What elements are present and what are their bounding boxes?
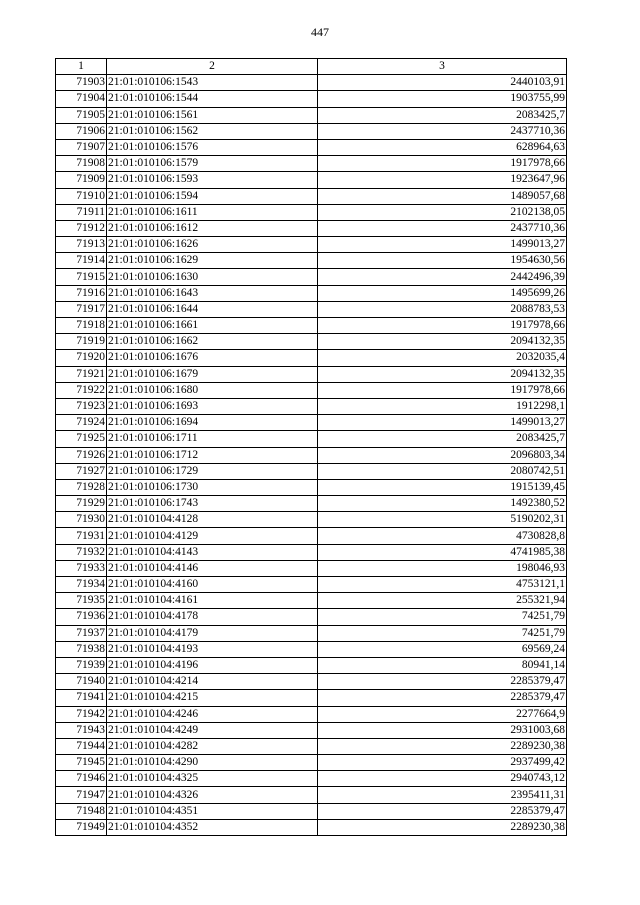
row-number-cell: 71915	[56, 269, 107, 285]
cadastral-number-cell: 21:01:010106:1712	[107, 447, 318, 463]
value-cell: 2083425,7	[318, 431, 567, 447]
page-number: 447	[311, 25, 329, 39]
value-cell: 74251,79	[318, 609, 567, 625]
cadastral-number-cell: 21:01:010106:1630	[107, 269, 318, 285]
row-number-cell: 71913	[56, 237, 107, 253]
row-number-cell: 71946	[56, 771, 107, 787]
table-row	[56, 803, 567, 819]
cadastral-number-cell: 21:01:010104:4326	[107, 787, 318, 803]
value-cell: 2102138,05	[318, 204, 567, 220]
row-number-cell: 71928	[56, 479, 107, 495]
cadastral-number-cell: 21:01:010106:1561	[107, 107, 318, 123]
row-number-cell: 71910	[56, 188, 107, 204]
row-number-cell: 71908	[56, 156, 107, 172]
table-row	[56, 479, 567, 495]
value-cell: 1917978,66	[318, 318, 567, 334]
cadastral-number-cell: 21:01:010104:4196	[107, 657, 318, 673]
cadastral-number-cell: 21:01:010106:1612	[107, 220, 318, 236]
row-number-cell: 71920	[56, 350, 107, 366]
table-row	[56, 301, 567, 317]
value-cell: 2277664,9	[318, 706, 567, 722]
row-number-cell: 71937	[56, 625, 107, 641]
table-row	[56, 787, 567, 803]
table-row	[56, 674, 567, 690]
value-cell: 5190202,31	[318, 512, 567, 528]
column-header-number: 1	[56, 59, 107, 75]
value-cell: 2289230,38	[318, 738, 567, 754]
column-header-cadastral: 2	[107, 59, 318, 75]
value-cell: 2285379,47	[318, 803, 567, 819]
cadastral-number-cell: 21:01:010106:1594	[107, 188, 318, 204]
value-cell: 2440103,91	[318, 75, 567, 91]
cadastral-number-cell: 21:01:010106:1743	[107, 496, 318, 512]
value-cell: 2931003,68	[318, 722, 567, 738]
table-row	[56, 512, 567, 528]
value-cell: 2285379,47	[318, 690, 567, 706]
value-cell: 2088783,53	[318, 301, 567, 317]
row-number-cell: 71916	[56, 285, 107, 301]
row-number-cell: 71909	[56, 172, 107, 188]
table-row	[56, 204, 567, 220]
table-row	[56, 139, 567, 155]
cadastral-number-cell: 21:01:010104:4249	[107, 722, 318, 738]
row-number-cell: 71938	[56, 641, 107, 657]
row-number-cell: 71949	[56, 819, 107, 835]
value-cell: 628964,63	[318, 139, 567, 155]
table-row	[56, 463, 567, 479]
row-number-cell: 71945	[56, 755, 107, 771]
value-cell: 2080742,51	[318, 463, 567, 479]
column-header-value: 3	[318, 59, 567, 75]
value-cell: 2940743,12	[318, 771, 567, 787]
table-row	[56, 91, 567, 107]
cadastral-number-cell: 21:01:010106:1680	[107, 382, 318, 398]
value-cell: 2289230,38	[318, 819, 567, 835]
value-cell: 4753121,1	[318, 577, 567, 593]
cadastral-number-cell: 21:01:010104:4352	[107, 819, 318, 835]
value-cell: 1917978,66	[318, 156, 567, 172]
cadastral-number-cell: 21:01:010104:4143	[107, 544, 318, 560]
table-row	[56, 447, 567, 463]
table-body	[56, 75, 567, 836]
table-row	[56, 819, 567, 835]
table-row	[56, 593, 567, 609]
table-row	[56, 237, 567, 253]
value-cell: 198046,93	[318, 560, 567, 576]
table-row	[56, 172, 567, 188]
row-number-cell: 71933	[56, 560, 107, 576]
cadastral-number-cell: 21:01:010106:1643	[107, 285, 318, 301]
value-cell: 2032035,4	[318, 350, 567, 366]
registry-table	[55, 58, 567, 836]
value-cell: 80941,14	[318, 657, 567, 673]
table-row	[56, 706, 567, 722]
cadastral-number-cell: 21:01:010106:1579	[107, 156, 318, 172]
row-number-cell: 71932	[56, 544, 107, 560]
value-cell: 1903755,99	[318, 91, 567, 107]
table-row	[56, 334, 567, 350]
cadastral-number-cell: 21:01:010106:1644	[107, 301, 318, 317]
cadastral-number-cell: 21:01:010104:4290	[107, 755, 318, 771]
value-cell: 1954630,56	[318, 253, 567, 269]
row-number-cell: 71939	[56, 657, 107, 673]
table-row	[56, 431, 567, 447]
table-row	[56, 188, 567, 204]
row-number-cell: 71922	[56, 382, 107, 398]
row-number-cell: 71941	[56, 690, 107, 706]
row-number-cell: 71927	[56, 463, 107, 479]
cadastral-number-cell: 21:01:010106:1576	[107, 139, 318, 155]
cadastral-number-cell: 21:01:010106:1629	[107, 253, 318, 269]
row-number-cell: 71934	[56, 577, 107, 593]
row-number-cell: 71911	[56, 204, 107, 220]
row-number-cell: 71924	[56, 415, 107, 431]
row-number-cell: 71923	[56, 398, 107, 414]
value-cell: 1923647,96	[318, 172, 567, 188]
cadastral-number-cell: 21:01:010106:1593	[107, 172, 318, 188]
cadastral-number-cell: 21:01:010104:4246	[107, 706, 318, 722]
table-row	[56, 577, 567, 593]
cadastral-number-cell: 21:01:010104:4129	[107, 528, 318, 544]
value-cell: 2937499,42	[318, 755, 567, 771]
value-cell: 2094132,35	[318, 334, 567, 350]
value-cell: 2395411,31	[318, 787, 567, 803]
table-row	[56, 657, 567, 673]
row-number-cell: 71942	[56, 706, 107, 722]
table-row	[56, 75, 567, 91]
table-row	[56, 398, 567, 414]
row-number-cell: 71925	[56, 431, 107, 447]
value-cell: 74251,79	[318, 625, 567, 641]
table-row	[56, 382, 567, 398]
row-number-cell: 71947	[56, 787, 107, 803]
cadastral-number-cell: 21:01:010106:1711	[107, 431, 318, 447]
cadastral-number-cell: 21:01:010106:1676	[107, 350, 318, 366]
row-number-cell: 71948	[56, 803, 107, 819]
row-number-cell: 71921	[56, 366, 107, 382]
table-row	[56, 755, 567, 771]
row-number-cell: 71929	[56, 496, 107, 512]
value-cell: 1499013,27	[318, 415, 567, 431]
row-number-cell: 71912	[56, 220, 107, 236]
table-row	[56, 415, 567, 431]
row-number-cell: 71943	[56, 722, 107, 738]
cadastral-number-cell: 21:01:010104:4160	[107, 577, 318, 593]
cadastral-number-cell: 21:01:010104:4282	[107, 738, 318, 754]
table-row	[56, 496, 567, 512]
row-number-cell: 71940	[56, 674, 107, 690]
table-row	[56, 771, 567, 787]
value-cell: 2437710,36	[318, 123, 567, 139]
row-number-cell: 71907	[56, 139, 107, 155]
row-number-cell: 71919	[56, 334, 107, 350]
table-row	[56, 528, 567, 544]
table-row	[56, 350, 567, 366]
row-number-cell: 71926	[56, 447, 107, 463]
table-row	[56, 738, 567, 754]
row-number-cell: 71936	[56, 609, 107, 625]
table-row	[56, 318, 567, 334]
cadastral-number-cell: 21:01:010106:1543	[107, 75, 318, 91]
value-cell: 2437710,36	[318, 220, 567, 236]
cadastral-number-cell: 21:01:010104:4214	[107, 674, 318, 690]
row-number-cell: 71917	[56, 301, 107, 317]
value-cell: 2442496,39	[318, 269, 567, 285]
row-number-cell: 71905	[56, 107, 107, 123]
cadastral-number-cell: 21:01:010106:1662	[107, 334, 318, 350]
row-number-cell: 71918	[56, 318, 107, 334]
row-number-cell: 71931	[56, 528, 107, 544]
table-row	[56, 107, 567, 123]
cadastral-number-cell: 21:01:010104:4146	[107, 560, 318, 576]
cadastral-number-cell: 21:01:010104:4128	[107, 512, 318, 528]
row-number-cell: 71903	[56, 75, 107, 91]
value-cell: 1917978,66	[318, 382, 567, 398]
header-row	[56, 59, 567, 75]
table-row	[56, 269, 567, 285]
value-cell: 4741985,38	[318, 544, 567, 560]
value-cell: 2096803,34	[318, 447, 567, 463]
row-number-cell: 71930	[56, 512, 107, 528]
table-row	[56, 641, 567, 657]
value-cell: 255321,94	[318, 593, 567, 609]
value-cell: 2094132,35	[318, 366, 567, 382]
table-row	[56, 156, 567, 172]
cadastral-number-cell: 21:01:010104:4178	[107, 609, 318, 625]
value-cell: 1489057,68	[318, 188, 567, 204]
value-cell: 69569,24	[318, 641, 567, 657]
table-header	[56, 59, 567, 75]
cadastral-number-cell: 21:01:010106:1730	[107, 479, 318, 495]
cadastral-number-cell: 21:01:010104:4193	[107, 641, 318, 657]
table-row	[56, 690, 567, 706]
value-cell: 2285379,47	[318, 674, 567, 690]
cadastral-number-cell: 21:01:010106:1694	[107, 415, 318, 431]
value-cell: 1495699,26	[318, 285, 567, 301]
cadastral-number-cell: 21:01:010104:4325	[107, 771, 318, 787]
cadastral-number-cell: 21:01:010106:1626	[107, 237, 318, 253]
cadastral-number-cell: 21:01:010106:1611	[107, 204, 318, 220]
cadastral-number-cell: 21:01:010104:4179	[107, 625, 318, 641]
table-row	[56, 560, 567, 576]
table-row	[56, 220, 567, 236]
row-number-cell: 71935	[56, 593, 107, 609]
cadastral-number-cell: 21:01:010106:1661	[107, 318, 318, 334]
cadastral-number-cell: 21:01:010104:4215	[107, 690, 318, 706]
table-row	[56, 123, 567, 139]
row-number-cell: 71906	[56, 123, 107, 139]
cadastral-number-cell: 21:01:010106:1544	[107, 91, 318, 107]
value-cell: 1912298,1	[318, 398, 567, 414]
value-cell: 1499013,27	[318, 237, 567, 253]
table-row	[56, 609, 567, 625]
cadastral-number-cell: 21:01:010104:4351	[107, 803, 318, 819]
cadastral-number-cell: 21:01:010106:1729	[107, 463, 318, 479]
cadastral-number-cell: 21:01:010106:1679	[107, 366, 318, 382]
value-cell: 2083425,7	[318, 107, 567, 123]
table-row	[56, 285, 567, 301]
cadastral-number-cell: 21:01:010106:1562	[107, 123, 318, 139]
table-row	[56, 366, 567, 382]
table-row	[56, 625, 567, 641]
table-row	[56, 722, 567, 738]
row-number-cell: 71944	[56, 738, 107, 754]
cadastral-number-cell: 21:01:010106:1693	[107, 398, 318, 414]
value-cell: 1915139,45	[318, 479, 567, 495]
cadastral-number-cell: 21:01:010104:4161	[107, 593, 318, 609]
row-number-cell: 71914	[56, 253, 107, 269]
table-row	[56, 544, 567, 560]
row-number-cell: 71904	[56, 91, 107, 107]
value-cell: 1492380,52	[318, 496, 567, 512]
value-cell: 4730828,8	[318, 528, 567, 544]
table-row	[56, 253, 567, 269]
